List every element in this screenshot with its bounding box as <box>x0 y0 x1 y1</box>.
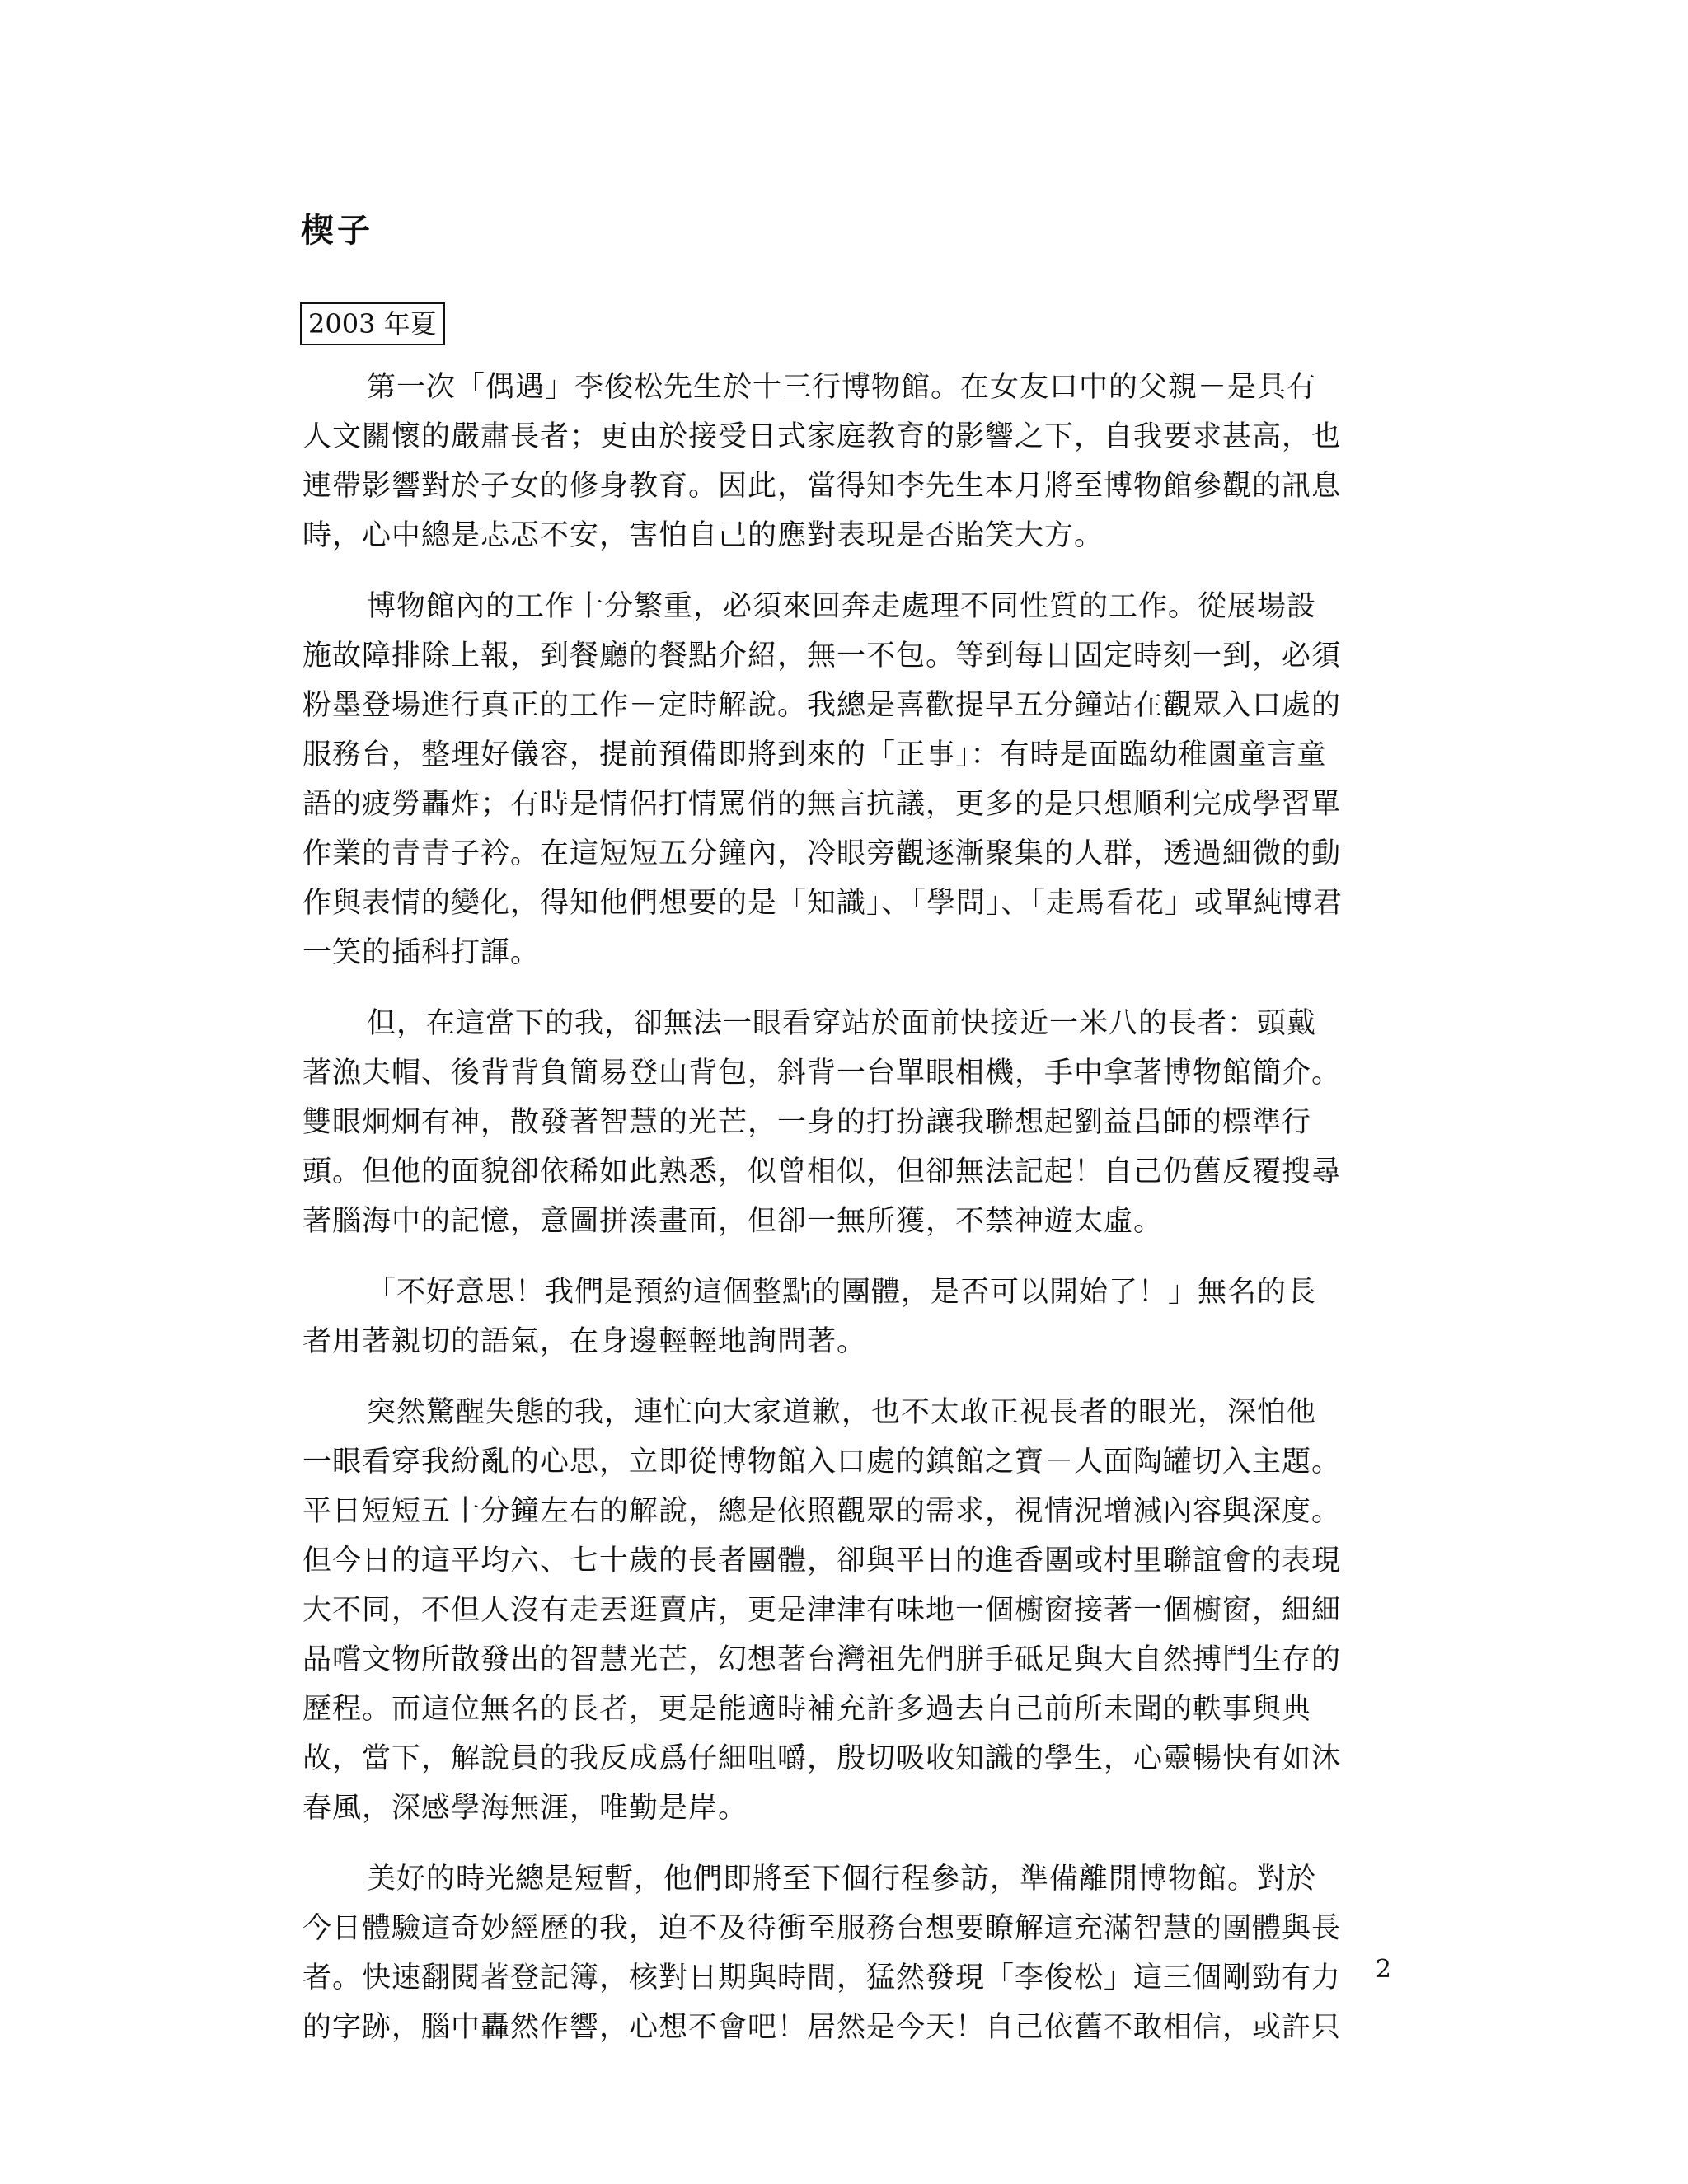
text-line: 一笑的插科打諢。 <box>302 936 541 969</box>
text-line: 故，當下，解說員的我反成爲仔細咀嚼，殷切吸收知識的學生，心靈暢快有如沐 <box>302 1742 1342 1775</box>
text-line: 連帶影響對於子女的修身教育。因此，當得知李先生本月將至博物館參觀的訊息 <box>302 470 1342 503</box>
text-line: 施故障排除上報，到餐廳的餐點介紹，無一不包。等到每日固定時刻一到，必須 <box>302 640 1342 673</box>
paragraph <box>302 363 1387 560</box>
text-line: 人文關懷的嚴肅長者；更由於接受日式家庭教育的影響之下，自我要求甚高，也 <box>302 420 1342 453</box>
paragraph <box>302 1854 1387 2052</box>
paragraph <box>302 582 1387 977</box>
text-line: 者用著親切的語氣，在身邊輕輕地詢問著。 <box>302 1325 867 1358</box>
page-number: 2 <box>1375 1955 1391 1984</box>
text-line: 大不同，不但人沒有走丟逛賣店，更是津津有味地一個櫥窗接著一個櫥窗，細細 <box>302 1594 1342 1627</box>
text-line: 粉墨登場進行真正的工作－定時解說。我總是喜歡提早五分鐘站在觀眾入口處的 <box>302 689 1342 722</box>
text-line: 語的疲勞轟炸；有時是情侶打情罵俏的無言抗議，更多的是只想順利完成學習單 <box>302 788 1342 821</box>
text-line: 但，在這當下的我，卻無法一眼看穿站於面前快接近一米八的長者：頭戴 <box>367 1007 1317 1040</box>
text-line: 服務台，整理好儀容，提前預備即將到來的「正事」：有時是面臨幼稚園童言童 <box>302 738 1327 771</box>
text-line: 「不好意思！我們是預約這個整點的團體，是否可以開始了！」無名的長 <box>367 1276 1317 1309</box>
text-line: 今日體驗這奇妙經歷的我，迫不及待衝至服務台想要瞭解這充滿智慧的團體與長 <box>302 1912 1342 1945</box>
text-line: 平日短短五十分鐘左右的解說，總是依照觀眾的需求，視情況增減內容與深度。 <box>302 1495 1342 1528</box>
text-line: 突然驚醒失態的我，連忙向大家道歉，也不太敢正視長者的眼光，深怕他 <box>367 1396 1317 1429</box>
text-line: 一眼看穿我紛亂的心思，立即從博物館入口處的鎮館之寶－人面陶罐切入主題。 <box>302 1446 1342 1479</box>
paragraph <box>302 999 1387 1246</box>
section-title: 楔子 <box>301 212 373 250</box>
text-line: 作業的青青子衿。在這短短五分鐘內，冷眼旁觀逐漸聚集的人群，透過細微的動 <box>302 837 1342 870</box>
date-label-box: 2003 年夏 <box>300 302 445 345</box>
text-line: 的字跡，腦中轟然作響，心想不會吧！居然是今天！自己依舊不敢相信，或許只 <box>302 2011 1342 2044</box>
text-line: 著漁夫帽、後背背負簡易登山背包，斜背一台單眼相機，手中拿著博物館簡介。 <box>302 1057 1342 1090</box>
paragraph <box>302 1388 1387 1833</box>
text-line: 作與表情的變化，得知他們想要的是「知識」、「學問」、「走馬看花」或單純博君 <box>302 887 1343 920</box>
text-line: 美好的時光總是短暫，他們即將至下個行程參訪，準備離開博物館。對於 <box>367 1863 1317 1896</box>
text-line: 頭。但他的面貌卻依稀如此熟悉，似曾相似，但卻無法記起！自己仍舊反覆搜尋 <box>302 1155 1342 1188</box>
text-line: 春風，深感學海無涯，唯勤是岸。 <box>302 1792 748 1825</box>
text-line: 博物館內的工作十分繁重，必須來回奔走處理不同性質的工作。從展場設 <box>367 590 1317 623</box>
text-line: 時，心中總是忐忑不安，害怕自己的應對表現是否貽笑大方。 <box>302 519 1104 552</box>
body-text <box>302 363 1387 2074</box>
text-line: 品嚐文物所散發出的智慧光芒，幻想著台灣祖先們胼手砥足與大自然搏鬥生存的 <box>302 1643 1342 1676</box>
text-line: 歷程。而這位無名的長者，更是能適時補充許多過去自己前所未聞的軼事與典 <box>302 1693 1312 1726</box>
paragraph <box>302 1268 1387 1366</box>
text-line: 者。快速翻閱著登記簿，核對日期與時間，猛然發現「李俊松」這三個剛勁有力 <box>302 1961 1342 1994</box>
text-line: 著腦海中的記憶，意圖拼湊畫面，但卻一無所獲，不禁神遊太虛。 <box>302 1205 1164 1238</box>
text-line: 但今日的這平均六、七十歲的長者團體，卻與平日的進香團或村里聯誼會的表現 <box>302 1544 1342 1577</box>
text-line: 雙眼炯炯有神，散發著智慧的光芒，一身的打扮讓我聯想起劉益昌師的標準行 <box>302 1106 1312 1139</box>
text-line: 第一次「偶遇」李俊松先生於十三行博物館。在女友口中的父親－是具有 <box>367 371 1317 404</box>
